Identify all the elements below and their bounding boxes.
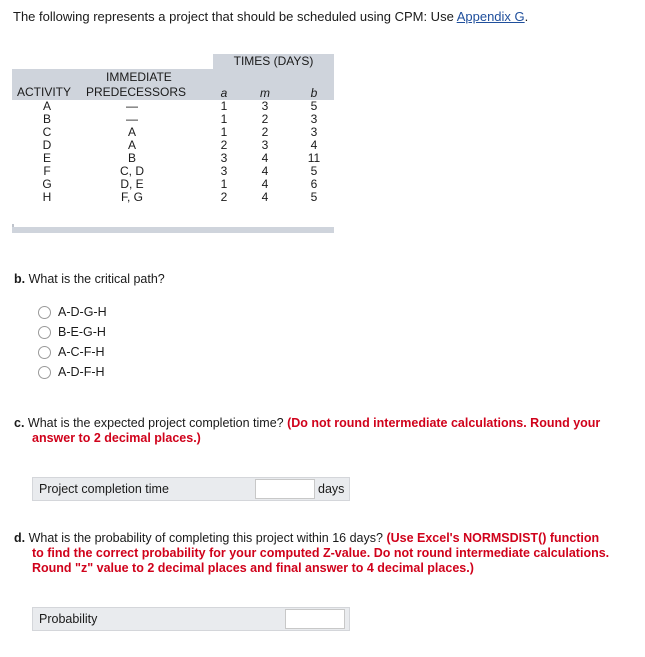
question-d-instruction-1: (Use Excel's NORMSDIST() function	[386, 531, 600, 545]
critical-path-options	[38, 302, 107, 382]
option-b-e-g-h[interactable]	[38, 322, 107, 342]
activity-cell: H	[42, 190, 52, 204]
column-header-band	[12, 69, 334, 100]
intro-sentence: The following represents a project that should be scheduled using CPM: Use	[13, 9, 457, 24]
question-c	[14, 416, 634, 446]
table-body	[12, 100, 334, 204]
table-row	[12, 126, 334, 139]
activity-cell: B	[42, 112, 51, 126]
pred-cell: —	[126, 112, 138, 126]
table-row	[12, 113, 334, 126]
b-cell: 11	[307, 151, 321, 165]
a-cell: 1	[220, 99, 228, 113]
question-d-text: What is the probability of completing this project within 16 days?	[28, 531, 383, 545]
m-cell: 4	[261, 151, 269, 165]
option-a-d-g-h[interactable]	[38, 302, 107, 322]
activity-cell: C	[42, 125, 52, 139]
question-b-letter: b.	[14, 272, 26, 286]
question-c-text: What is the expected project completion time?	[27, 416, 284, 430]
times-header: TIMES (DAYS)	[213, 54, 334, 69]
col-a-header: a	[220, 86, 228, 100]
probability-row	[32, 607, 350, 631]
pred-cell: F, G	[120, 190, 143, 204]
table-row	[12, 139, 334, 152]
table-row	[12, 165, 334, 178]
immediate-header: IMMEDIATE	[106, 70, 172, 84]
probability-input[interactable]	[285, 609, 345, 629]
activity-cell: F	[43, 164, 51, 178]
radio-button[interactable]	[38, 366, 51, 379]
pred-cell: A	[127, 125, 136, 139]
appendix-g-link[interactable]: Appendix G	[456, 9, 525, 24]
option-a-d-f-h[interactable]	[38, 362, 107, 382]
question-b	[14, 272, 165, 286]
option-label: A-C-F-H	[58, 345, 105, 359]
radio-button[interactable]	[38, 346, 51, 359]
m-cell: 3	[261, 99, 269, 113]
question-c-letter: c.	[14, 416, 25, 430]
a-cell: 1	[220, 125, 228, 139]
question-c-instruction-2: answer to 2 decimal places.)	[32, 431, 201, 445]
pred-cell: —	[126, 99, 138, 113]
option-label: A-D-G-H	[58, 305, 107, 319]
a-cell: 1	[220, 177, 228, 191]
question-d	[14, 531, 639, 576]
a-cell: 3	[220, 151, 228, 165]
table-row	[12, 178, 334, 191]
question-b-text: What is the critical path?	[28, 272, 165, 286]
table-footer-band	[12, 227, 334, 233]
intro-suffix: .	[524, 9, 529, 24]
a-cell: 1	[220, 112, 228, 126]
pred-cell: A	[127, 138, 136, 152]
option-label: B-E-G-H	[58, 325, 106, 339]
activity-cell: A	[42, 99, 51, 113]
a-cell: 2	[220, 190, 228, 204]
completion-time-label: Project completion time	[39, 482, 169, 496]
m-cell: 4	[261, 177, 269, 191]
radio-button[interactable]	[38, 306, 51, 319]
question-d-instruction-3: Round "z" value to 2 decimal places and final answer to 4 decimal places.)	[32, 561, 474, 575]
probability-label: Probability	[39, 612, 98, 626]
days-unit-label: days	[318, 482, 345, 496]
table-row	[12, 152, 334, 165]
m-cell: 3	[261, 138, 269, 152]
a-cell: 2	[220, 138, 228, 152]
m-cell: 4	[261, 190, 269, 204]
question-d-instruction-2: to find the correct probability for your computed Z-value. Do not round intermediate calculations.	[32, 546, 610, 560]
a-cell: 3	[220, 164, 228, 178]
b-cell: 3	[310, 125, 318, 139]
b-cell: 3	[310, 112, 318, 126]
table-row	[12, 100, 334, 113]
b-cell: 5	[310, 99, 318, 113]
pred-cell: B	[127, 151, 136, 165]
option-a-c-f-h[interactable]	[38, 342, 107, 362]
col-m-header: m	[260, 86, 270, 100]
option-label: A-D-F-H	[58, 365, 105, 379]
question-c-instruction-1: (Do not round intermediate calculations. Round your	[287, 416, 601, 430]
pred-cell: C, D	[120, 164, 144, 178]
m-cell: 4	[261, 164, 269, 178]
col-b-header: b	[310, 86, 318, 100]
b-cell: 5	[310, 190, 318, 204]
m-cell: 2	[261, 125, 269, 139]
b-cell: 5	[310, 164, 318, 178]
b-cell: 6	[310, 177, 318, 191]
pred-cell: D, E	[120, 177, 144, 191]
activity-cell: E	[42, 151, 51, 165]
completion-time-row	[32, 477, 350, 501]
cpm-table	[12, 54, 334, 234]
activity-header: ACTIVITY	[17, 85, 72, 99]
activity-cell: D	[42, 138, 52, 152]
completion-time-input[interactable]	[255, 479, 315, 499]
activity-cell: G	[42, 177, 52, 191]
question-d-letter: d.	[14, 531, 26, 545]
radio-button[interactable]	[38, 326, 51, 339]
intro-text	[13, 9, 528, 24]
table-row	[12, 191, 334, 204]
b-cell: 4	[310, 138, 318, 152]
predecessors-header: PREDECESSORS	[86, 85, 187, 99]
m-cell: 2	[261, 112, 269, 126]
